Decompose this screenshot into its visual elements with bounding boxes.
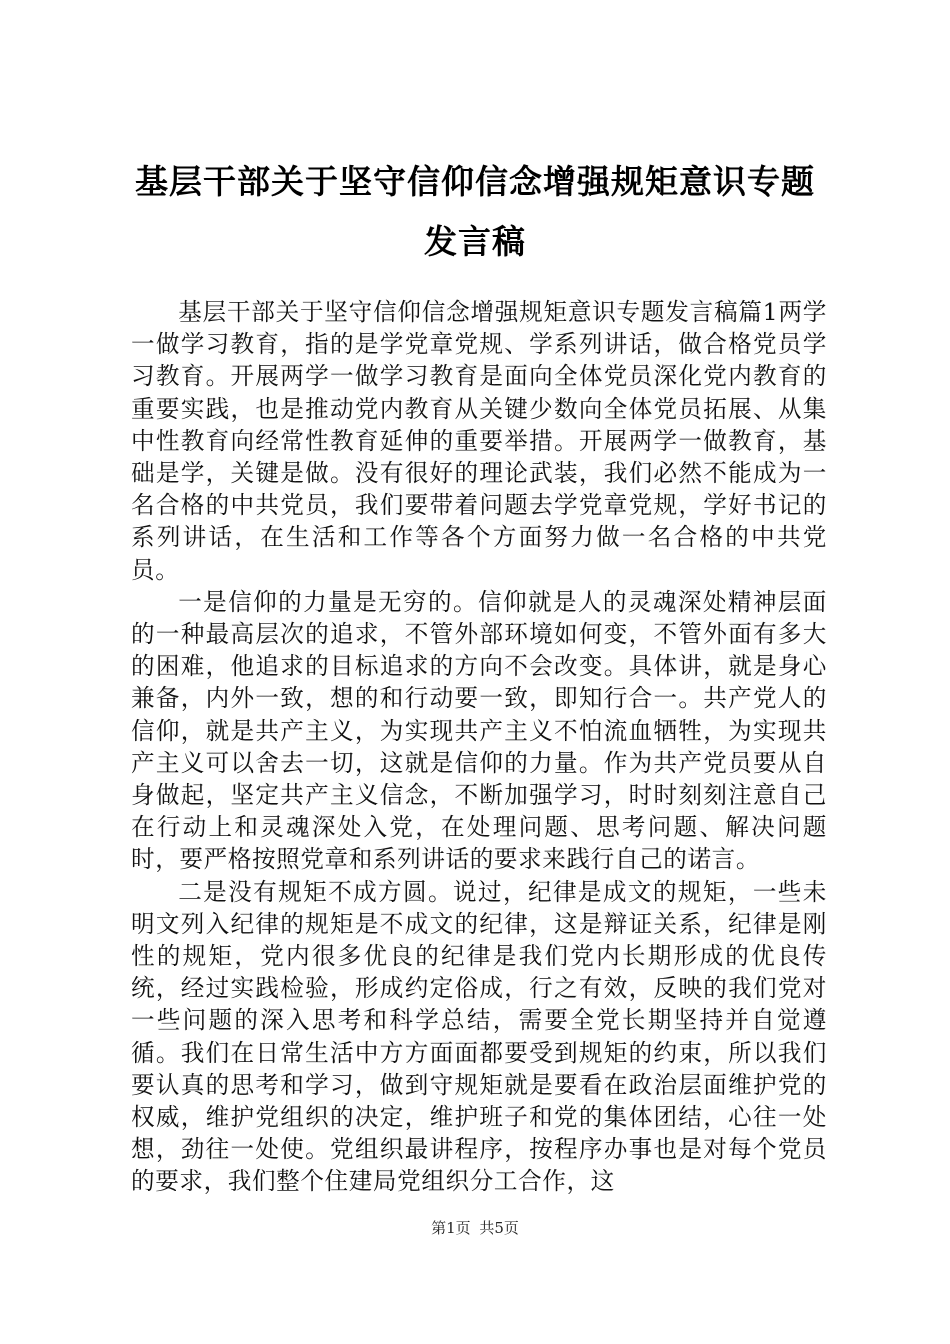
body-paragraph-3: 二是没有规矩不成方圆。说过，纪律是成文的规矩，一些未明文列入纪律的规矩是不成文的纪律，这是辩证关系，纪律是刚性的规矩，党内很多优良的纪律是我们党内长期形成的优良传统，经过实践检验，形成约定俗成，行之有效，反映的我们党对一些问题的深入思考和科学总结，需要全党长期坚持并自觉遵循。我们在日常生活中方方面面都要受到规矩的约束，所以我们要认真的思考和学习，做到守规矩就是要看在政治层面维护党的权威，维护党组织的决定，维护班子和党的集体团结，心往一处想，劲往一处使。党组织最讲程序，按程序办事也是对每个党员的要求，我们整个住建局党组织分工合作，这	[131, 877, 827, 1196]
body-paragraph-2: 一是信仰的力量是无穷的。信仰就是人的灵魂深处精神层面的一种最高层次的追求，不管外部环境如何变，不管外面有多大的困难，他追求的目标追求的方向不会改变。具体讲，就是身心兼备，内外一致，想的和行动要一致，即知行合一。共产党人的信仰，就是共产主义，为实现共产主义不怕流血牺牲，为实现共产主义可以舍去一切，这就是信仰的力量。作为共产党员要从自身做起，坚定共产主义信念，不断加强学习，时时刻刻注意自己在行动上和灵魂深处入党，在处理问题、思考问题、解决问题时，要严格按照党章和系列讲话的要求来践行自己的诺言。	[131, 587, 827, 874]
document-title-line-1: 基层干部关于坚守信仰信念增强规矩意识专题	[135, 162, 815, 201]
page-footer	[0, 1217, 950, 1238]
body-paragraph-1: 基层干部关于坚守信仰信念增强规矩意识专题发言稿篇1两学一做学习教育，指的是学党章党规、学系列讲话，做合格党员学习教育。开展两学一做学习教育是面向全体党员深化党内教育的重要实践，也是推动党内教育从关键少数向全体党员拓展、从集中性教育向经常性教育延伸的重要举措。开展两学一做教育，基础是学，关键是做。没有很好的理论武装，我们必然不能成为一名合格的中共党员，我们要带着问题去学党章党规，学好书记的系列讲话，在生活和工作等各个方面努力做一名合格的中共党员。	[131, 298, 827, 584]
page-total: 共5页	[479, 1219, 519, 1237]
page-number: 第1页	[431, 1219, 471, 1237]
document-body	[131, 296, 827, 1198]
document-title-line-2: 发言稿	[424, 222, 526, 261]
